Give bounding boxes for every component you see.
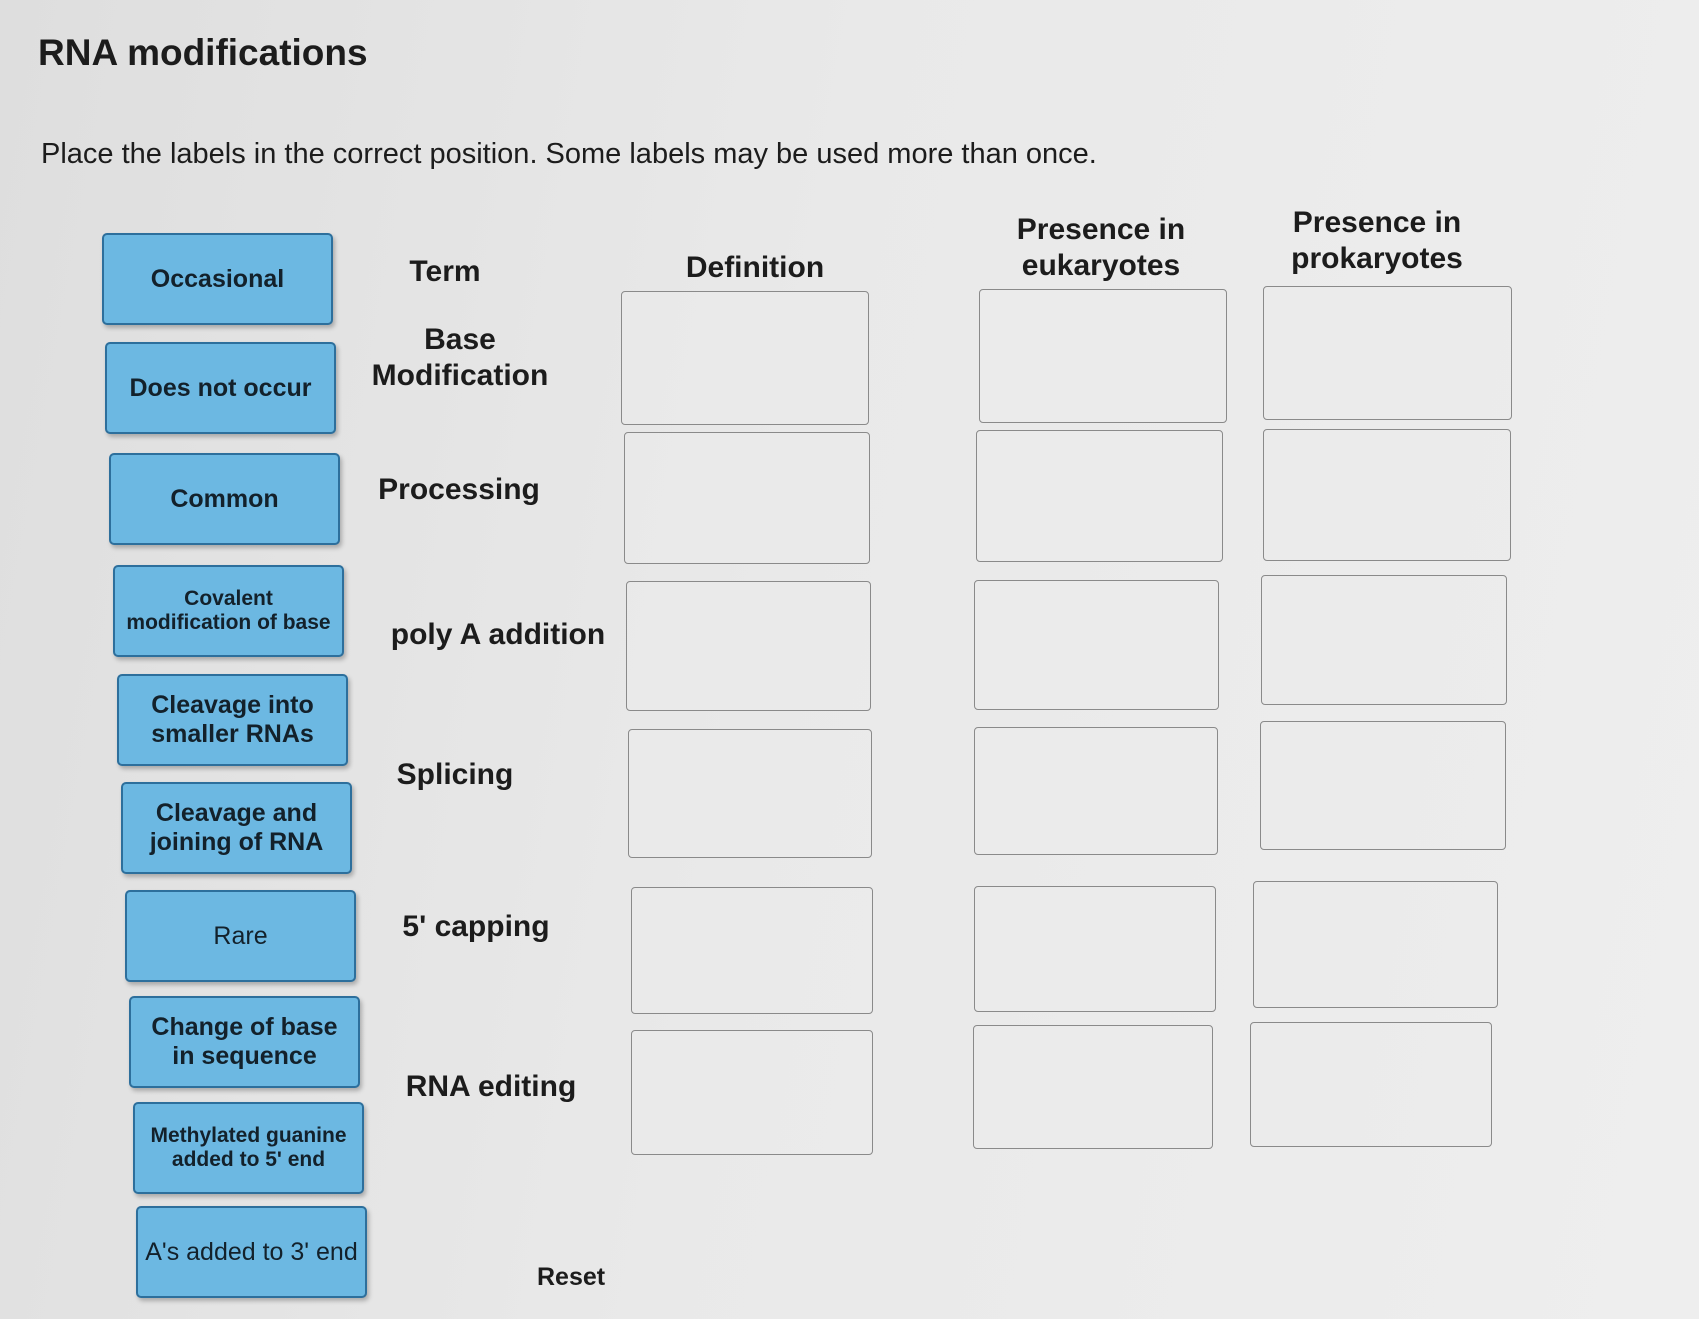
term-rna-editing: RNA editing: [405, 1070, 577, 1103]
drop-eukaryotes-5-capping[interactable]: [974, 886, 1216, 1012]
header-definition: Definition: [685, 251, 825, 284]
term-processing: Processing: [378, 473, 540, 506]
term-poly-a-addition: poly A addition: [390, 618, 606, 651]
drop-eukaryotes-poly-a[interactable]: [974, 580, 1219, 710]
drop-prokaryotes-splicing[interactable]: [1260, 721, 1506, 850]
label-covalent-modification[interactable]: Covalent modification of base: [113, 565, 344, 657]
label-common[interactable]: Common: [109, 453, 340, 545]
drop-eukaryotes-processing[interactable]: [976, 430, 1223, 562]
page-title: RNA modifications: [38, 32, 368, 73]
drop-definition-splicing[interactable]: [628, 729, 872, 858]
drop-definition-rna-editing[interactable]: [631, 1030, 873, 1155]
label-occasional[interactable]: Occasional: [102, 233, 333, 325]
drop-prokaryotes-rna-editing[interactable]: [1250, 1022, 1492, 1147]
drop-definition-processing[interactable]: [624, 432, 870, 564]
drop-definition-5-capping[interactable]: [631, 887, 873, 1014]
term-splicing: Splicing: [396, 758, 514, 791]
drop-prokaryotes-5-capping[interactable]: [1253, 881, 1498, 1008]
drop-eukaryotes-base-modification[interactable]: [979, 289, 1227, 423]
label-cleavage-and-joining[interactable]: Cleavage and joining of RNA: [121, 782, 352, 874]
header-eukaryotes: Presence in eukaryotes: [1016, 213, 1186, 282]
term-5-capping: 5' capping: [402, 910, 550, 943]
drop-prokaryotes-poly-a[interactable]: [1261, 575, 1507, 705]
label-rare[interactable]: Rare: [125, 890, 356, 982]
drop-prokaryotes-processing[interactable]: [1263, 429, 1511, 561]
header-prokaryotes: Presence in prokaryotes: [1291, 206, 1463, 275]
drop-definition-poly-a[interactable]: [626, 581, 871, 711]
label-methylated-guanine[interactable]: Methylated guanine added to 5' end: [133, 1102, 364, 1194]
label-does-not-occur[interactable]: Does not occur: [105, 342, 336, 434]
reset-button[interactable]: Reset: [537, 1263, 606, 1291]
drop-eukaryotes-splicing[interactable]: [974, 727, 1218, 855]
header-term: Term: [409, 255, 481, 288]
drop-eukaryotes-rna-editing[interactable]: [973, 1025, 1213, 1149]
label-change-of-base[interactable]: Change of base in sequence: [129, 996, 360, 1088]
drop-prokaryotes-base-modification[interactable]: [1263, 286, 1512, 420]
label-cleavage-into-smaller[interactable]: Cleavage into smaller RNAs: [117, 674, 348, 766]
label-a-added-3-end[interactable]: A's added to 3' end: [136, 1206, 367, 1298]
instructions: Place the labels in the correct position. Some labels may be used more than once.: [41, 138, 1097, 170]
drop-definition-base-modification[interactable]: [621, 291, 869, 425]
term-base-modification: Base Modification: [371, 323, 549, 392]
